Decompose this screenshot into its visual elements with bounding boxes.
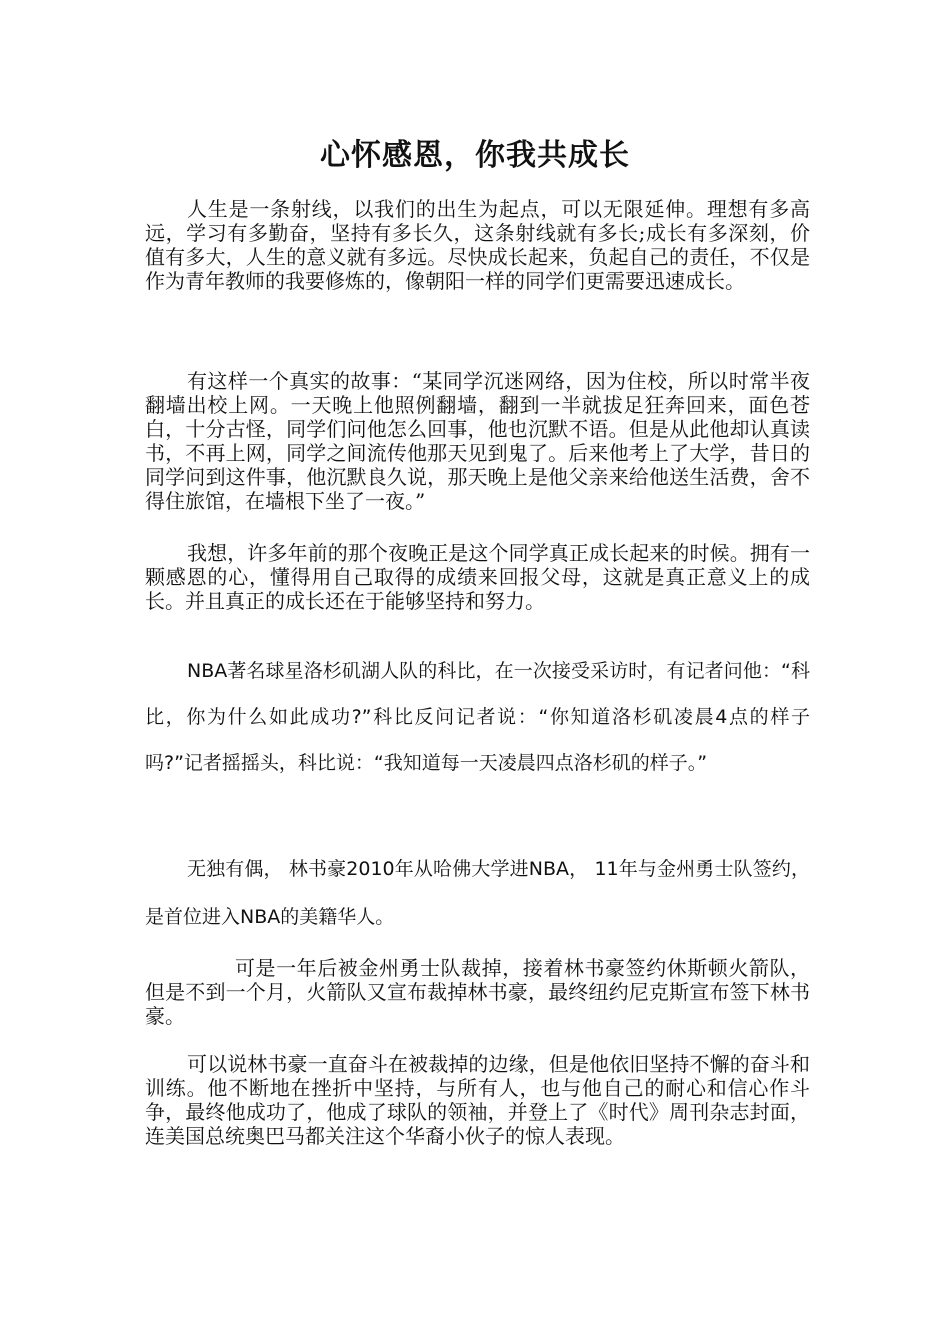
paragraph-lin-waived: 可是一年后被金州勇士队裁掉，接着林书豪签约休斯顿火箭队，但是不到一个月，火箭队又宣布裁掉林书豪，最终纽约尼克斯宣布签下林书豪。: [145, 956, 810, 1028]
paragraph-gratitude: 我想，许多年前的那个夜晚正是这个同学真正成长起来的时候。拥有一颗感恩的心，懂得用自己取得的成绩来回报父母，这就是真正意义上的成长。并且真正的成长还在于能够坚持和努力。: [145, 541, 810, 613]
document-title: 心怀感恩，你我共成长: [320, 138, 630, 173]
paragraph-lin-intro: 无独有偶， 林书豪2010年从哈佛大学进NBA， 11年与金州勇士队签约，是首位进入NBA的美籍华人。: [145, 858, 810, 928]
paragraph-lin-success: 可以说林书豪一直奋斗在被裁掉的边缘，但是他依旧坚持不懈的奋斗和训练。他不断地在挫折中坚持，与所有人，也与他自己的耐心和信心作斗争，最终他成功了，他成了球队的领袖，并登上了《时代》周刊杂志封面，连美国总统奥巴马都关注这个华裔小伙子的惊人表现。: [145, 1052, 810, 1148]
paragraph-true-story: 有这样一个真实的故事：“某同学沉迷网络，因为住校，所以时常半夜翻墙出校上网。一天晚上他照例翻墙，翻到一半就拔足狂奔回来，面色苍白，十分古怪，同学们问他怎么回事，他也沉默不语。但是从此他却认真读书，不再上网，同学之间流传他那天见到鬼了。后来他考上了大学，昔日的同学问到这件事，他沉默良久说，那天晚上是他父亲来给他送生活费，舍不得住旅馆，在墙根下坐了一夜。”: [145, 369, 810, 513]
paragraph-life-ray: 人生是一条射线，以我们的出生为起点，可以无限延伸。理想有多高远，学习有多勤奋，坚持有多长久，这条射线就有多长;成长有多深刻，价值有多大，人生的意义就有多远。尽快成长起来，负起自己的责任，不仅是作为青年教师的我要修炼的，像朝阳一样的同学们更需要迅速成长。: [145, 197, 810, 293]
paragraph-kobe: NBA著名球星洛杉矶湖人队的科比，在一次接受采访时，有记者问他：“科比，你为什么如此成功?”科比反问记者说：“你知道洛杉矶凌晨4点的样子吗?”记者摇摇头，科比说：“我知道每一天凌晨四点洛杉矶的样子。”: [145, 660, 810, 774]
